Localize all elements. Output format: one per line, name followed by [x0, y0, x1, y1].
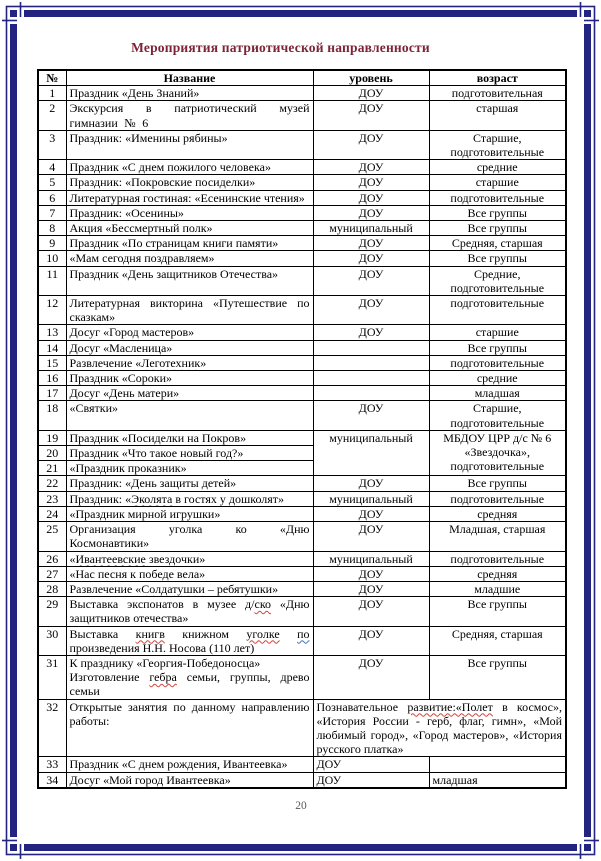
table-row	[38, 581, 566, 596]
table-row	[38, 101, 566, 130]
event-name-cell: Досуг «Город мастеров»	[66, 325, 313, 340]
column-header-name: Название	[66, 70, 313, 86]
spellcheck-red-underline: Эколята	[131, 491, 173, 506]
level-cell: ДОУ	[313, 325, 429, 340]
event-name-cell: Праздник «Посиделки на Покров»	[66, 430, 313, 445]
row-number-cell: 34	[38, 772, 66, 788]
age-cell: подготовительные	[429, 491, 566, 506]
table-row	[38, 506, 566, 521]
row-number-cell: 12	[38, 296, 66, 325]
level-cell: ДОУ	[313, 401, 429, 430]
event-name-cell: Праздник: «Осенины»	[66, 205, 313, 220]
row-number-cell: 28	[38, 581, 66, 596]
row-number-cell: 22	[38, 476, 66, 491]
age-cell: подготовительная	[429, 86, 566, 101]
table-row	[38, 772, 566, 788]
table-row	[38, 551, 566, 566]
row-number-cell: 10	[38, 251, 66, 266]
table-row	[38, 175, 566, 190]
event-name-cell: Досуг «Масленица»	[66, 340, 313, 355]
spellcheck-red-underline: книгв	[135, 626, 165, 641]
age-cell: старшие	[429, 175, 566, 190]
table-row	[38, 757, 566, 772]
table-row	[38, 221, 566, 236]
level-cell: ДОУ	[313, 566, 429, 581]
event-name-cell: Досуг «День матери»	[66, 386, 313, 401]
row-number-cell: 11	[38, 266, 66, 295]
age-cell: подготовительные	[429, 355, 566, 370]
table-row	[38, 190, 566, 205]
age-cell	[429, 757, 566, 772]
age-cell: Все группы	[429, 340, 566, 355]
row-number-cell: 30	[38, 626, 66, 655]
level-cell: муниципальный	[313, 430, 429, 476]
age-cell: Старшие, подготовительные	[429, 130, 566, 159]
row-number-cell: 26	[38, 551, 66, 566]
level-cell: ДОУ	[313, 175, 429, 190]
spellcheck-red-underline: гебра	[149, 670, 177, 685]
event-name-cell: Праздник «День Знаний»	[66, 86, 313, 101]
event-name-cell: «Святки»	[66, 401, 313, 430]
level-cell: ДОУ	[313, 160, 429, 175]
table-row	[38, 491, 566, 506]
row-number-cell: 23	[38, 491, 66, 506]
event-name-cell: Праздник «По страницам книги памяти»	[66, 236, 313, 251]
level-cell: ДОУ	[313, 86, 429, 101]
age-cell: Старшие, подготовительные	[429, 401, 566, 430]
age-cell: Средние, подготовительные	[429, 266, 566, 295]
event-name-cell: К празднику «Георгия-Победоносца» Изготовление гебра семьи, группы, древо семьи	[66, 655, 313, 699]
spellcheck-blue-underline: по	[297, 626, 310, 641]
level-cell: ДОУ	[313, 101, 429, 130]
spellcheck-red-underline: Леготехник	[141, 355, 201, 370]
event-name-cell: «Праздник мирной игрушки»	[66, 506, 313, 521]
age-cell: подготовительные	[429, 551, 566, 566]
table-row	[38, 130, 566, 159]
level-cell: ДОУ	[313, 772, 429, 788]
level-cell: ДОУ	[313, 522, 429, 551]
table-row	[38, 597, 566, 626]
row-number-cell: 14	[38, 340, 66, 355]
page-number: 20	[295, 799, 307, 812]
event-name-cell: Выставка книгв книжном уголке по произведения Н.Н. Носова (110 лет)	[66, 626, 313, 655]
level-cell: ДОУ	[313, 130, 429, 159]
age-cell: Все группы	[429, 251, 566, 266]
event-name-cell: Развлечение «Солдатушки – ребятушки»	[66, 581, 313, 596]
age-cell: средняя	[429, 506, 566, 521]
event-name-cell: Праздник «Сороки»	[66, 371, 313, 386]
row-number-cell: 25	[38, 522, 66, 551]
column-header-num: №	[38, 70, 66, 86]
event-name-cell: «Нас песня к победе вела»	[66, 566, 313, 581]
level-cell: ДОУ	[313, 757, 429, 772]
row-number-cell: 3	[38, 130, 66, 159]
level-cell: ДОУ	[313, 236, 429, 251]
event-name-cell: «Ивантеевские звездочки»	[66, 551, 313, 566]
table-row	[38, 236, 566, 251]
event-name-cell: Литературная гостиная: «Есенинские чтения»	[66, 190, 313, 205]
level-cell: ДОУ	[313, 296, 429, 325]
row-number-cell: 19	[38, 430, 66, 445]
level-cell: ДОУ	[313, 597, 429, 626]
table-row	[38, 251, 566, 266]
table-row	[38, 699, 566, 757]
spellcheck-red-underline: Ивантеевские	[75, 551, 146, 566]
event-name-cell: Выставка экспонатов в музее д/ско «Дню защитников отечества»	[66, 597, 313, 626]
table-row	[38, 655, 566, 699]
age-cell: старшая	[429, 101, 566, 130]
table-row	[38, 160, 566, 175]
row-number-cell: 7	[38, 205, 66, 220]
spellcheck-red-underline: ско	[254, 597, 272, 612]
level-cell: ДОУ	[313, 506, 429, 521]
row-number-cell: 29	[38, 597, 66, 626]
events-table	[37, 69, 567, 789]
age-cell: подготовительные	[429, 296, 566, 325]
row-number-cell: 18	[38, 401, 66, 430]
level-cell: муниципальный	[313, 491, 429, 506]
age-cell: Все группы	[429, 476, 566, 491]
age-cell: средняя	[429, 566, 566, 581]
table-row	[38, 401, 566, 430]
level-cell: ДОУ	[313, 190, 429, 205]
table-row	[38, 566, 566, 581]
age-cell: подготовительные	[429, 190, 566, 205]
spellcheck-red-underline: уголке	[246, 626, 280, 641]
event-name-cell: Праздник: «Эколята в гостях у дошколят»	[66, 491, 313, 506]
table-row	[38, 340, 566, 355]
level-cell	[313, 340, 429, 355]
row-number-cell: 5	[38, 175, 66, 190]
event-name-cell: Акция «Бессмертный полк»	[66, 221, 313, 236]
row-number-cell: 8	[38, 221, 66, 236]
table-row	[38, 476, 566, 491]
table-row	[38, 325, 566, 340]
page-title: Мероприятия патриотической направленности	[131, 40, 430, 55]
row-number-cell: 32	[38, 699, 66, 757]
age-cell: младшая	[429, 772, 566, 788]
event-name-cell: Открытые занятия по данному направлению работы:	[66, 699, 313, 757]
row-number-cell: 2	[38, 101, 66, 130]
age-cell: средние	[429, 371, 566, 386]
row-number-cell: 16	[38, 371, 66, 386]
event-name-cell: Праздник «С днем рождения, Ивантеевка»	[66, 757, 313, 772]
event-name-cell: Экскурсия в патриотический музей гимназии № 6	[66, 101, 313, 130]
age-cell: Младшая, старшая	[429, 522, 566, 551]
age-cell: средние	[429, 160, 566, 175]
level-cell	[313, 386, 429, 401]
level-cell: муниципальный	[313, 551, 429, 566]
row-number-cell: 1	[38, 86, 66, 101]
row-number-cell: 4	[38, 160, 66, 175]
table-header	[38, 70, 566, 86]
level-cell: муниципальный	[313, 221, 429, 236]
row-number-cell: 33	[38, 757, 66, 772]
table-row	[38, 86, 566, 101]
event-name-cell: Праздник «День защитников Отечества»	[66, 266, 313, 295]
level-cell: ДОУ	[313, 476, 429, 491]
row-number-cell: 15	[38, 355, 66, 370]
table-row	[38, 430, 566, 445]
age-cell: Все группы	[429, 655, 566, 699]
table-row	[38, 296, 566, 325]
event-name-cell: «Мам сегодня поздравляем»	[66, 251, 313, 266]
column-header-level: уровень	[313, 70, 429, 86]
table-body	[38, 86, 566, 788]
age-cell: старшие	[429, 325, 566, 340]
row-number-cell: 9	[38, 236, 66, 251]
age-cell: Все группы	[429, 221, 566, 236]
table-row	[38, 386, 566, 401]
event-name-cell: Развлечение «Леготехник»	[66, 355, 313, 370]
row-number-cell: 31	[38, 655, 66, 699]
age-cell: младшая	[429, 386, 566, 401]
level-cell: ДОУ	[313, 266, 429, 295]
level-cell	[313, 371, 429, 386]
event-name-cell: Досуг «Мой город Ивантеевка»	[66, 772, 313, 788]
level-cell	[313, 355, 429, 370]
event-name-cell: Праздник: «Покровские посиделки»	[66, 175, 313, 190]
table-row	[38, 205, 566, 220]
table-row	[38, 355, 566, 370]
event-name-cell: Литературная викторина «Путешествие по сказкам»	[66, 296, 313, 325]
age-cell: Средняя, старшая	[429, 236, 566, 251]
event-name-cell: Праздник «Что такое новый год?»	[66, 446, 313, 461]
level-cell: ДОУ	[313, 655, 429, 699]
spellcheck-red-underline: Солдатушки	[141, 581, 205, 596]
age-cell: Средняя, старшая	[429, 626, 566, 655]
row-number-cell: 24	[38, 506, 66, 521]
table-row	[38, 266, 566, 295]
table-row	[38, 522, 566, 551]
level-cell: ДОУ	[313, 251, 429, 266]
row-number-cell: 20	[38, 446, 66, 461]
header-row	[38, 70, 566, 86]
row-number-cell: 21	[38, 461, 66, 476]
event-name-cell: Праздник «С днем пожилого человека»	[66, 160, 313, 175]
table-row	[38, 371, 566, 386]
event-name-cell: Организация уголка ко «Дню Космонавтики»	[66, 522, 313, 551]
event-name-cell: «Праздник проказник»	[66, 461, 313, 476]
row-number-cell: 17	[38, 386, 66, 401]
level-cell: ДОУ	[313, 581, 429, 596]
age-cell: Все группы	[429, 205, 566, 220]
table-row	[38, 626, 566, 655]
level-cell: Познавательное развитие:«Полет в космос», «История России - герб, флаг, гимн», «Мой любимый город», «Город мастеров», «История русского платка»	[313, 699, 566, 757]
column-header-age: возраст	[429, 70, 566, 86]
row-number-cell: 13	[38, 325, 66, 340]
event-name-cell: Праздник: «Именины рябины»	[66, 130, 313, 159]
event-name-cell: Праздник: «День защиты детей»	[66, 476, 313, 491]
age-cell: МБДОУ ЦРР д/с № 6 «Звездочка», подготовительные	[429, 430, 566, 476]
row-number-cell: 6	[38, 190, 66, 205]
spellcheck-red-underline: развитие:«Полет	[407, 699, 493, 714]
level-cell: ДОУ	[313, 205, 429, 220]
row-number-cell: 27	[38, 566, 66, 581]
age-cell: Все группы	[429, 597, 566, 626]
age-cell: младшие	[429, 581, 566, 596]
page-content	[17, 17, 584, 844]
level-cell: ДОУ	[313, 626, 429, 655]
